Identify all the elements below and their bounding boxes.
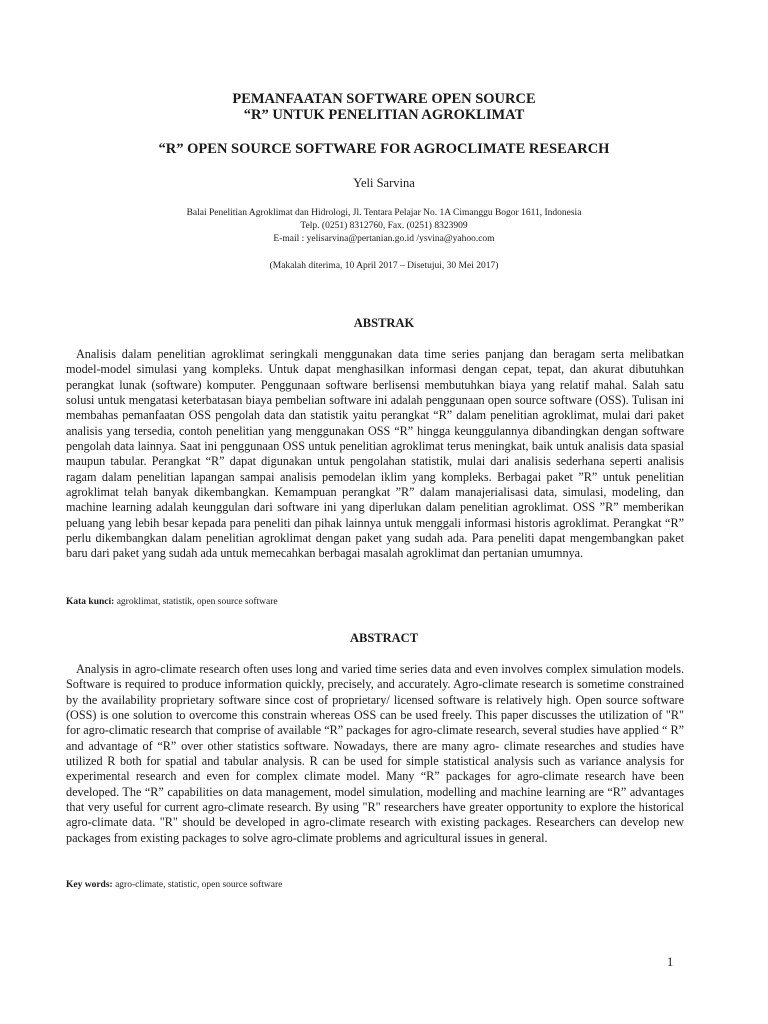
abstract-keywords-text: agro-climate, statistic, open source software [112,880,283,890]
author-name: Yeli Sarvina [353,176,415,190]
abstrak-keywords-text: agroklimat, statistik, open source software [114,597,278,607]
affiliation-address: Balai Penelitian Agroklimat dan Hidrologi, Jl. Tentara Pelajar No. 1A Cimanggu Bogor 1611, Indonesia [186,208,582,218]
affiliation-phone: Telp. (0251) 8312760, Fax. (0251) 8323909 [300,221,468,231]
affiliation-email: E-mail : yelisarvina@pertanian.go.id /ysvina@yahoo.com [273,234,495,244]
title-line-2: “R” UNTUK PENELITIAN AGROKLIMAT [243,107,525,123]
page-number: 1 [667,955,674,969]
abstract-heading: ABSTRACT [349,631,419,645]
abstrak-heading: ABSTRAK [353,316,415,330]
received-dates: (Makalah diterima, 10 April 2017 – Disetujui, 30 Mei 2017) [269,261,499,271]
title-line-1: PEMANFAATAN SOFTWARE OPEN SOURCE [232,91,536,107]
title-english: “R” OPEN SOURCE SOFTWARE FOR AGROCLIMATE RESEARCH [158,141,610,157]
abstrak-keywords-label: Kata kunci: [66,597,115,607]
abstract-keywords-label: Key words: [66,880,113,890]
abstrak-keywords [66,597,684,607]
abstrak-body: Analisis dalam penelitian agroklimat seringkali menggunakan data time series panjang dan beragam serta melibatkan model-model simulasi yang kompleks. Untuk dapat menghasilkan informasi dengan cepat, tepat, dan akurat dibutuhkan perangkat lunak (software) komputer. Penggunaan software berlisensi membutuhkan biaya yang relatif mahal. Salah satu solusi untuk mengatasi keterbatasan biaya pembelian software ini adalah penggunaan open source software (OSS). Tulisan ini membahas pemanfaatan OSS pengolah data dan statistik yaitu perangkat “R” dalam penelitian agroklimat, mulai dari paket analisis yang tersedia, contoh penelitian yang menggunakan OSS “R” hingga keunggulannya dibandingkan dengan software pengolah data lainnya. Saat ini penggunaan OSS untuk penelitian agroklimat terus meningkat, baik untuk analisis data spasial maupun tabular. Perangkat “R” dapat digunakan untuk pengolahan statistik, mulai dari analisis sederhana seperti analisis ragam dalam penelitian lapangan sampai analisis pemodelan iklim yang kompleks. Berbagai paket ”R” untuk penelitian agroklimat telah banyak dikembangkan. Kemampuan perangkat ”R” dalam manajerialisasi data, simulasi, modeling, dan machine learning adalah keunggulan dari software ini yang diperlukan dalam penelitian agroklimat. OSS ”R” memberikan peluang yang lebih besar kepada para peneliti dan pihak lainnya untuk menggali informasi historis agroklimat. Perangkat “R” perlu dikembangkan dalam penelitian agroklimat dengan paket yang sudah ada. Para peneliti dapat mengembangkan paket baru dari paket yang sudah ada untuk memecahkan berbagai masalah agroklimat dan pertanian umumnya. [66,347,684,561]
abstract-body: Analysis in agro-climate research often uses long and varied time series data and even involves complex simulation models. Software is required to produce information quickly, precisely, and accurately. Agro-climate research is sometime constrained by the availability proprietary software since cost of proprietary/ licensed software is relatively high. Open source software (OSS) is one solution to overcome this constrain whereas OSS can be used freely. This paper discusses the utilization of "R" for agro-climatic research that comprise of available “R” packages for agro-climate research, several studies have applied “ R” and advantage of “R” over other statistics software. Nowadays, there are many agro- climate researches and studies have utilized R both for spatial and tabular analysis. R can be used for simple statistical analysis such as variance analysis for experimental research and even for complex climate model. Many “R” packages for agro-climate research have been developed. The “R” capabilities on data management, model simulation, modelling and machine learning are “R” advantages that very useful for current agro-climate research. By using "R" researchers have greater opportunity to explore the historical agro-climate data. "R" should be developed in agro-climate research with existing packages. Researchers can develop new packages from existing packages to solve agro-climate problems and agricultural issues in general. [66,662,684,845]
abstract-keywords [66,880,684,890]
